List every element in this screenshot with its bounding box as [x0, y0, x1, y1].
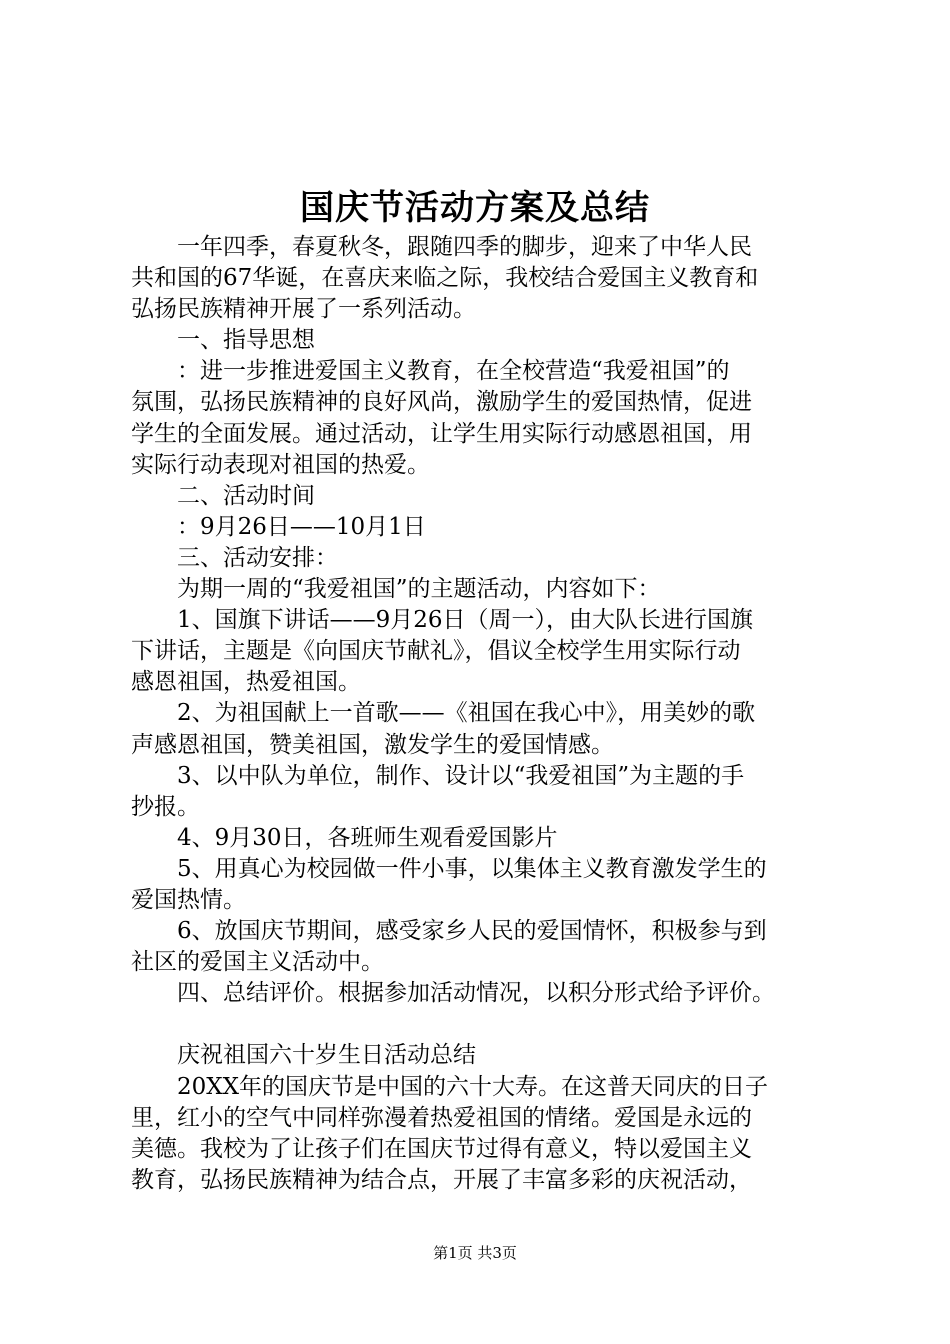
text-line: 实际行动表现对祖国的热爱。 — [131, 451, 430, 478]
text-line: 弘扬民族精神开展了一系列活动。 — [131, 296, 476, 323]
text-line: 庆祝祖国六十岁生日活动总结 — [131, 1042, 476, 1069]
text-line: 教育，弘扬民族精神为结合点，开展了丰富多彩的庆祝活动， — [131, 1166, 752, 1193]
text-line: 下讲话，主题是《向国庆节献礼》，倡议全校学生用实际行动 — [131, 638, 741, 665]
text-line: 感恩祖国，热爱祖国。 — [131, 669, 361, 696]
text-line: 美德。我校为了让孩子们在国庆节过得有意义，特以爱国主义 — [131, 1135, 752, 1162]
text-line: 四、总结评价。根据参加活动情况，以积分形式给予评价。 — [131, 980, 775, 1007]
text-line: 三、活动安排： — [131, 544, 338, 571]
text-line: 5、用真心为校园做一件小事，以集体主义教育激发学生的 — [131, 855, 767, 882]
text-line: 声感恩祖国，赞美祖国，激发学生的爱国情感。 — [131, 731, 614, 758]
document-body — [131, 232, 831, 1196]
text-line: 里，红小的空气中同样弥漫着热爱祖国的情绪。爱国是永远的 — [131, 1104, 752, 1131]
text-line: 2、为祖国献上一首歌——《祖国在我心中》，用美妙的歌 — [131, 700, 756, 727]
text-line: 社区的爱国主义活动中。 — [131, 949, 384, 976]
text-line: 6、放国庆节期间，感受家乡人民的爱国情怀，积极参与到 — [131, 918, 767, 945]
text-line: 20XX年的国庆节是中国的六十大寿。在这普天同庆的日子 — [131, 1073, 769, 1100]
text-line: ：9月26日——10月1日 — [131, 513, 426, 540]
text-line: 抄报。 — [131, 793, 200, 820]
text-line: 二、活动时间 — [131, 482, 315, 509]
document-title: 国庆节活动方案及总结 — [300, 188, 650, 228]
text-line: 共和国的67华诞，在喜庆来临之际，我校结合爱国主义教育和 — [131, 265, 759, 292]
text-line: 4、9月30日，各班师生观看爱国影片 — [131, 824, 558, 851]
text-line: 为期一周的“我爱祖国”的主题活动，内容如下： — [131, 576, 661, 603]
text-line: 爱国热情。 — [131, 886, 246, 913]
page-footer: 第1页 共3页 — [433, 1244, 517, 1262]
text-line: 1、国旗下讲话——9月26日（周一），由大队长进行国旗 — [131, 607, 754, 634]
text-line: 一年四季，春夏秋冬，跟随四季的脚步，迎来了中华人民 — [131, 234, 752, 260]
text-line: 3、以中队为单位，制作、设计以“我爱祖国”为主题的手 — [131, 762, 745, 789]
text-line: ：进一步推进爱国主义教育，在全校营造“我爱祖国”的 — [131, 358, 730, 385]
text-line: 氛围，弘扬民族精神的良好风尚，激励学生的爱国热情，促进 — [131, 389, 752, 416]
text-line: 一、指导思想 — [131, 327, 315, 354]
text-line: 学生的全面发展。通过活动，让学生用实际行动感恩祖国，用 — [131, 420, 752, 447]
text-line — [131, 1009, 831, 1040]
